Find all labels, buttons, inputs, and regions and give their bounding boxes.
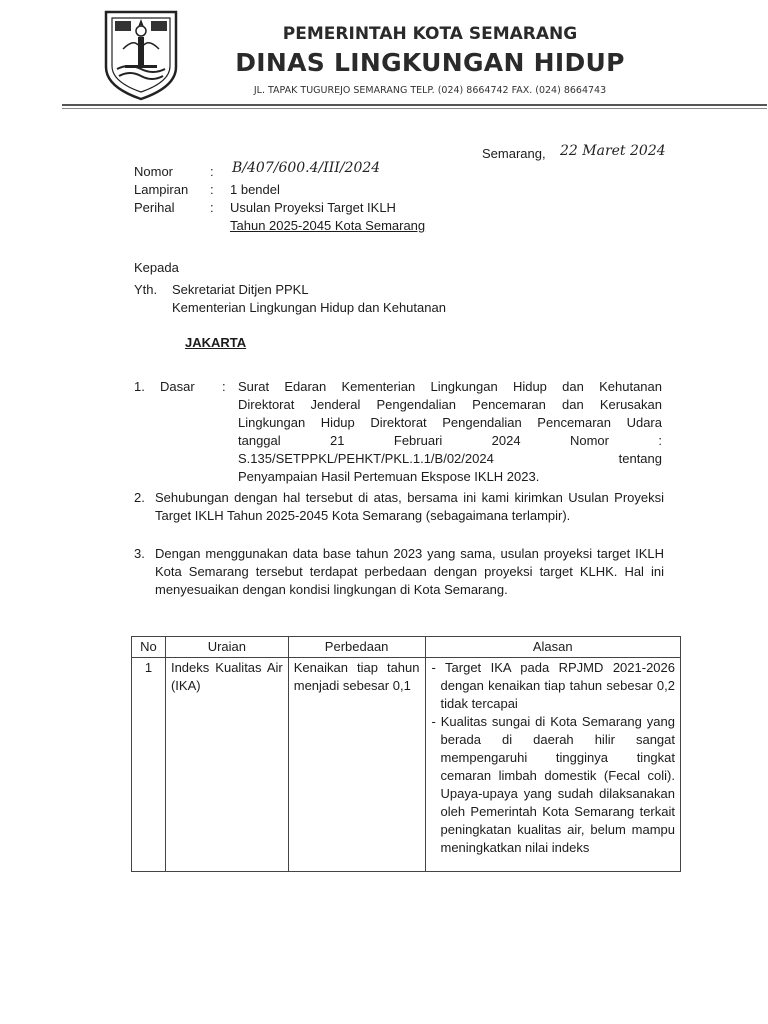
header-perbedaan: Perbedaan: [288, 637, 425, 658]
cell-alasan: [425, 658, 681, 872]
perihal-line2: Tahun 2025-2045 Kota Semarang: [230, 218, 426, 233]
perihal-colon: :: [210, 200, 214, 215]
p1-text: [238, 378, 662, 486]
lampiran-label: Lampiran: [134, 182, 189, 197]
date-handwritten: 22 Maret 2024: [560, 143, 666, 159]
cell-perbedaan: Kenaikan tiap tahun menjadi sebesar 0,1: [288, 658, 425, 872]
letterhead-address: JL. TAPAK TUGUREJO SEMARANG TELP. (024) 8664742 FAX. (024) 8664743: [253, 85, 607, 96]
p1-line: Surat Edaran Kementerian Lingkungan Hidup dan Kehutanan: [238, 379, 662, 394]
p1-line: S.135/SETPPKL/PEHKT/PKL.1.1/B/02/2024 tentang: [238, 451, 662, 466]
table-header-row: [132, 637, 681, 658]
alasan-item: - Kualitas sungai di Kota Semarang yang berada di daerah hilir sangat mempengaruhi tingginya tingkat cemaran limbah domestik (Fecal coli). Upaya-upaya yang sudah dilaksanakan oleh Pemerintah Kota Semarang terkait peningkatan kualitas air, belum mampu meningkatkan nilai indeks: [431, 714, 675, 855]
recipient-line2: Kementerian Lingkungan Hidup dan Kehutanan: [172, 300, 446, 315]
p2-number: 2.: [134, 490, 145, 505]
recipient-city: JAKARTA: [185, 335, 247, 350]
header-uraian: Uraian: [165, 637, 288, 658]
p3-text: Dengan menggunakan data base tahun 2023 yang sama, usulan proyeksi target IKLH Kota Semarang tersebut terdapat perbedaan dengan proyeksi target KLHK. Hal ini menyesuaikan dengan kondisi lingkungan di Kota Semarang.: [155, 546, 664, 597]
p1-line: Lingkungan Hidup Direktorat Pengendalian Pencemaran Udara: [238, 415, 662, 430]
p1-number: 1.: [134, 379, 145, 394]
p1-line: Penyampaian Hasil Pertemuan Ekspose IKLH 2023.: [238, 469, 540, 484]
letterhead-government: PEMERINTAH KOTA SEMARANG: [282, 24, 578, 44]
header-no: No: [132, 637, 166, 658]
lampiran-colon: :: [210, 182, 214, 197]
date-place: Semarang,: [482, 146, 546, 161]
p1-line: tanggal 21 Februari 2024 Nomor :: [238, 433, 662, 448]
p1-label: Dasar: [160, 379, 195, 394]
city-emblem-logo: [103, 9, 179, 101]
letterhead-rule-thick: [62, 104, 767, 106]
header-alasan: Alasan: [425, 637, 681, 658]
cell-no: 1: [132, 658, 166, 872]
yth-label: Yth.: [134, 282, 158, 297]
nomor-value: B/407/600.4/III/2024: [232, 160, 381, 176]
recipient-line1: Sekretariat Ditjen PPKL: [172, 282, 309, 297]
p1-line: Direktorat Jenderal Pengendalian Pencemaran dan Kerusakan: [238, 397, 662, 412]
letterhead-rule-thin: [62, 108, 767, 109]
nomor-label: Nomor: [134, 164, 174, 179]
p3-number: 3.: [134, 546, 145, 561]
nomor-colon: :: [210, 164, 214, 179]
alasan-item: - Target IKA pada RPJMD 2021-2026 dengan kenaikan tiap tahun sebesar 0,2 tidak tercapai: [431, 660, 675, 711]
letterhead-agency: DINAS LINGKUNGAN HIDUP: [235, 48, 625, 77]
cell-uraian: Indeks Kualitas Air (IKA): [165, 658, 288, 872]
perihal-label: Perihal: [134, 200, 175, 215]
lampiran-value: 1 bendel: [230, 182, 280, 197]
reason-table: [131, 636, 681, 872]
perihal-line1: Usulan Proyeksi Target IKLH: [230, 200, 396, 215]
p2-text: Sehubungan dengan hal tersebut di atas, bersama ini kami kirimkan Usulan Proyeksi Target IKLH Tahun 2025-2045 Kota Semarang (sebagaimana terlampir).: [155, 490, 664, 523]
table-row: [132, 658, 681, 872]
p1-colon: :: [222, 379, 226, 394]
kepada-label: Kepada: [134, 260, 179, 275]
